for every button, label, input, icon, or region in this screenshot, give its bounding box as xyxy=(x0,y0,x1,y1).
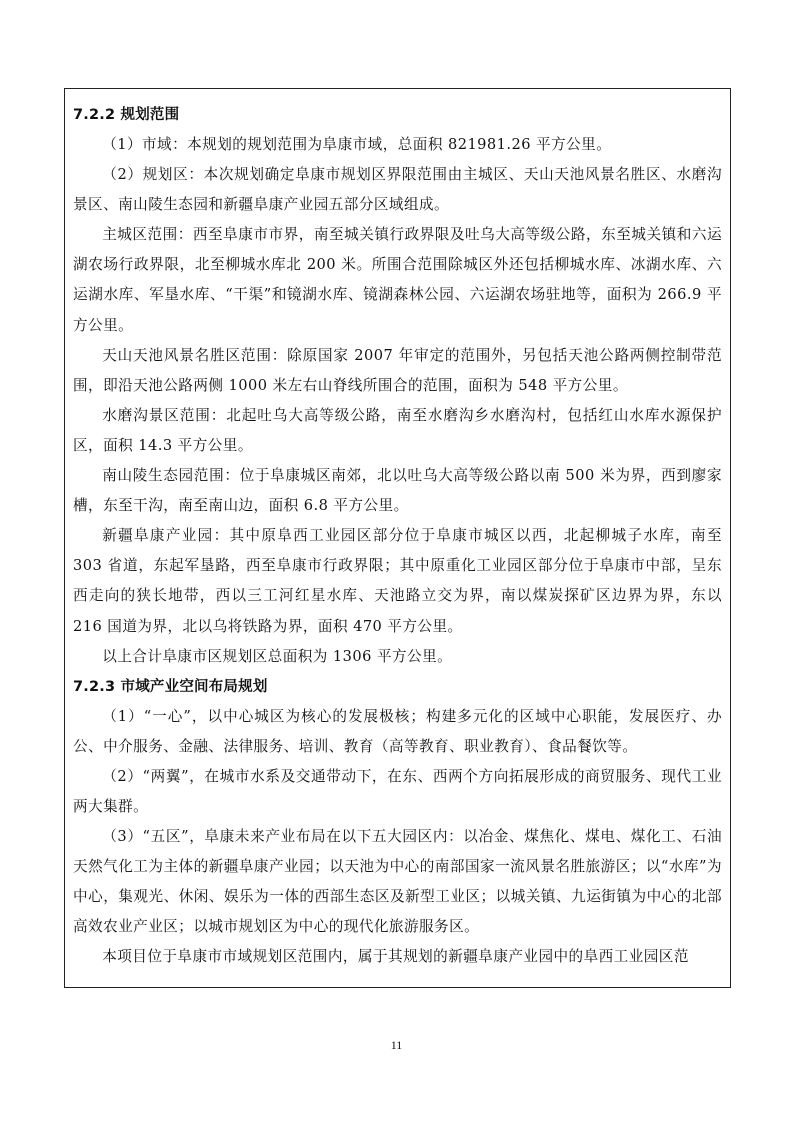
paragraph-planning-zone: （2）规划区：本次规划确定阜康市规划区界限范围由主城区、天山天池风景名胜区、水磨沟景区、南山陵生态园和新疆阜康产业园五部分区域组成。 xyxy=(73,166,722,214)
paragraph-five-zones: （3）“五区”，阜康未来产业布局在以下五大园区内：以冶金、煤焦化、煤电、煤化工、石油天然气化工为主体的新疆阜康产业园；以天池为中心的南部国家一流风景名胜旅游区；以“水库”为中心，集观光、休闲、娱乐为一体的西部生态区及新型工业区；以城关镇、九运街镇为中心的北部高效农业产业区；以城市规划区为中心的现代化旅游服务区。 xyxy=(73,828,722,936)
page-number: 11 xyxy=(390,1038,403,1052)
paragraph-main-city-scope: 主城区范围：西至阜康市市界，南至城关镇行政界限及吐乌大高等级公路，东至城关镇和六运湖农场行政界限，北至柳城水库北 200 米。所围合范围除城区外还包括柳城水库、冰湖水库、六运湖水库、军垦水库、“干渠”和镜湖水库、镜湖森林公园、六运湖农场驻地等，面积为 266.9 平方公里。 xyxy=(73,226,722,334)
paragraph-one-center: （1）“一心”，以中心城区为核心的发展极核；构建多元化的区域中心职能，发展医疗、办公、中介服务、金融、法律服务、培训、教育（高等教育、职业教育）、食品餐饮等。 xyxy=(73,707,722,755)
section-title-planning-scope: 7.2.2 规划范围 xyxy=(73,107,180,123)
paragraph-nanshanling-scope: 南山陵生态园范围：位于阜康城区南郊，北以吐乌大高等级公路以南 500 米为界，西到廖家槽，东至干沟，南至南山边，面积 6.8 平方公里。 xyxy=(73,467,722,515)
paragraph-two-wings: （2）“两翼”，在城市水系及交通带动下，在东、西两个方向拓展形成的商贸服务、现代工业两大集群。 xyxy=(73,767,722,815)
paragraph-city-area: （1）市域：本规划的规划范围为阜康市域，总面积 821981.26 平方公里。 xyxy=(102,136,612,153)
paragraph-total-area: 以上合计阜康市区规划区总面积为 1306 平方公里。 xyxy=(102,647,453,665)
paragraph-project-location: 本项目位于阜康市市域规划区范围内，属于其规划的新疆阜康产业园中的阜西工业园区范 xyxy=(102,948,689,966)
paragraph-industrial-park-scope: 新疆阜康产业园：其中原阜西工业园区部分位于阜康市城区以西，北起柳城子水库，南至 303 省道，东起军垦路，西至阜康市行政界限；其中原重化工业园区部分位于阜康市中部，呈东西走向的狭长地带，西以三工河红星水库、天池路立交为界，南以煤炭探矿区边界为界，东以 216 国道为界，北以乌将铁路为界，面积 470 平方公里。 xyxy=(73,527,722,635)
paragraph-shuimogou-scope: 水磨沟景区范围：北起吐乌大高等级公路，南至水磨沟乡水磨沟村，包括红山水库水源保护区，面积 14.3 平方公里。 xyxy=(73,406,722,454)
section-title-industry-layout: 7.2.3 市域产业空间布局规划 xyxy=(73,678,268,695)
paragraph-tianchi-scope: 天山天池风景名胜区范围：除原国家 2007 年审定的范围外，另包括天池公路两侧控制带范围，即沿天池公路两侧 1000 米左右山脊线所围合的范围，面积为 548 平方公里。 xyxy=(73,346,722,394)
content-frame xyxy=(64,88,731,988)
